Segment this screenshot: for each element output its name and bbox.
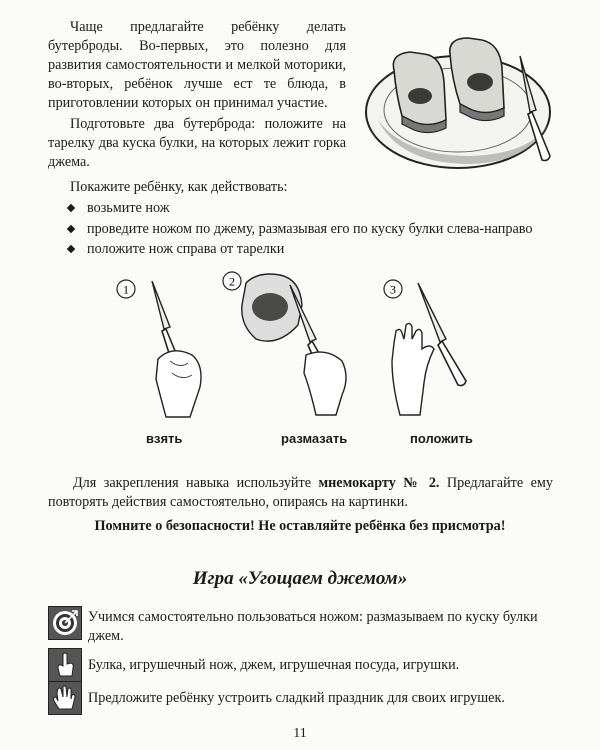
reinforcement-text xyxy=(48,474,553,512)
intro-paragraph-1: Чаще предлагайте ребёнку делать бутерброды. Во-первых, это полезно для развития самостоятельности и мелкой моторики, во-вторых, ребёнок лучше ест те блюда, в приготовлении которых он принимал участие. xyxy=(48,19,346,111)
mnemocard-reference: мнемокарту № 2. xyxy=(318,475,440,491)
game-goal-text: Учимся самостоятельно пользоваться ножом: размазываем по куску булки джем. xyxy=(88,609,538,644)
step-1-illustration xyxy=(117,280,201,417)
intro-paragraph-2: Подготовьте два бутерброда: положите на тарелку два куска булки, на которых лежит горка джема. xyxy=(48,116,346,170)
step-2-illustration xyxy=(223,272,346,415)
step-3-illustration xyxy=(384,280,466,415)
game-action-text: Предложите ребёнку устроить сладкий праздник для своих игрушек. xyxy=(88,690,505,706)
list-item: возьмите нож xyxy=(66,198,586,219)
game-materials-row xyxy=(48,648,558,682)
step-3-number: 3 xyxy=(390,282,396,297)
diamond-bullet-icon xyxy=(67,225,75,233)
list-item: положите нож справа от тарелки xyxy=(66,239,586,260)
target-icon xyxy=(48,606,82,640)
game-action-row xyxy=(48,681,558,715)
open-hand-icon xyxy=(48,681,82,715)
plate-with-sandwiches-illustration xyxy=(360,24,570,174)
list-item: проведите ножом по джему, размазывая его по куску булки слева-направо xyxy=(66,219,586,240)
page-number: 11 xyxy=(293,726,307,741)
safety-warning: Помните о безопасности! Не оставляйте ребёнка без присмотра! xyxy=(94,518,506,534)
step-2-number: 2 xyxy=(229,274,235,289)
diamond-bullet-icon xyxy=(67,245,75,253)
game-title: Игра «Угощаем джемом» xyxy=(192,568,408,589)
game-materials-text: Булка, игрушечный нож, джем, игрушечная посуда, игрушки. xyxy=(88,657,460,673)
step-1-label: взять xyxy=(146,431,183,446)
steps-illustration xyxy=(110,265,510,455)
instruction-list xyxy=(66,198,586,260)
reinforcement-paragraph: Для закрепления навыка используйте мнемокарту № 2. Предлагайте ему повторять действия самостоятельно, опираясь на картинки. xyxy=(48,475,553,510)
step-2-label: размазать xyxy=(281,431,348,446)
instruction-intro: Покажите ребёнку, как действовать: xyxy=(70,179,288,195)
diamond-bullet-icon xyxy=(67,204,75,212)
game-goal-row xyxy=(48,606,558,646)
step-1-number: 1 xyxy=(123,282,129,297)
intro-text xyxy=(48,18,346,172)
step-3-label: положить xyxy=(410,431,473,446)
pointing-hand-icon xyxy=(48,648,82,682)
